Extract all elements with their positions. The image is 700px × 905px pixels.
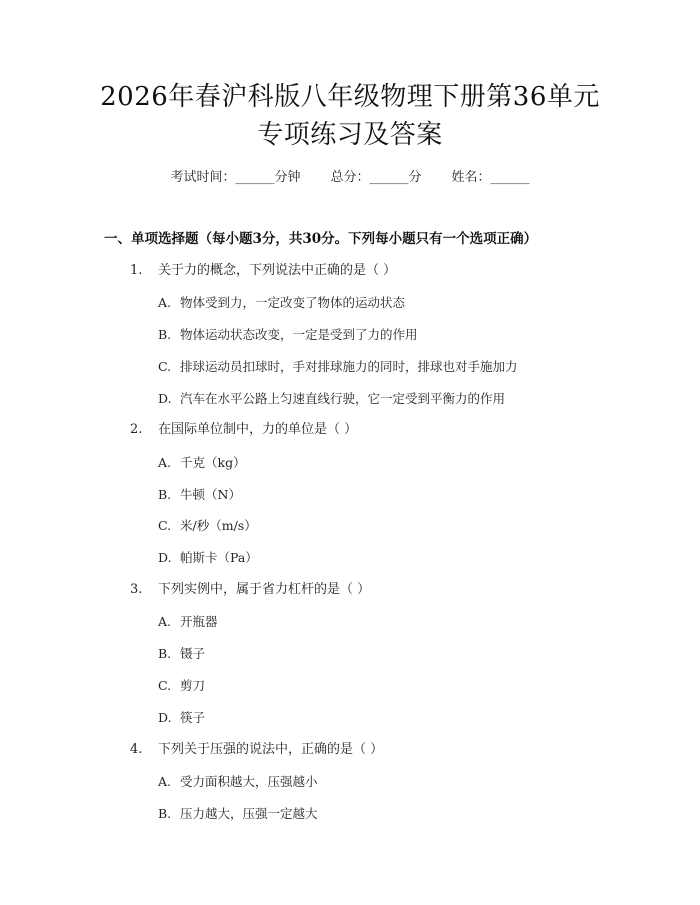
option-letter: A. bbox=[158, 455, 172, 470]
option-letter: D. bbox=[158, 391, 172, 406]
option-text: 开瓶器 bbox=[180, 614, 218, 629]
option-text: 物体受到力，一定改变了物体的运动状态 bbox=[180, 295, 406, 310]
option-letter: C. bbox=[158, 518, 172, 533]
document-title-line1: 2026年春沪科版八年级物理下册第36单元 bbox=[100, 82, 600, 112]
option-letter: A. bbox=[158, 774, 172, 789]
option-letter: A. bbox=[158, 295, 172, 310]
option-text: 帕斯卡（Pa） bbox=[180, 550, 258, 565]
document-title-line2: 专项练习及答案 bbox=[257, 120, 443, 150]
section-heading: 一、单项选择题（每小题3分，共30分。下列每小题只有一个选项正确） bbox=[104, 231, 538, 247]
option-text: 牛顿（N） bbox=[180, 487, 241, 502]
option-letter: C. bbox=[158, 359, 172, 374]
option-text: 剪刀 bbox=[180, 678, 206, 693]
option-text: 排球运动员扣球时，手对排球施力的同时，排球也对手施加力 bbox=[180, 359, 518, 374]
question-3 bbox=[130, 580, 370, 600]
question-4-option-a bbox=[158, 772, 318, 792]
question-text: 在国际单位制中，力的单位是（ ） bbox=[158, 422, 358, 437]
question-2-option-c bbox=[158, 516, 257, 536]
question-3-option-d bbox=[158, 708, 205, 728]
option-letter: D. bbox=[158, 710, 172, 725]
question-3-option-c bbox=[158, 676, 205, 696]
exam-time-field: 考试时间：______分钟 bbox=[170, 170, 301, 185]
question-number: 1. bbox=[130, 263, 143, 278]
question-number: 3. bbox=[130, 582, 143, 597]
question-text: 下列关于压强的说法中，正确的是（ ） bbox=[158, 742, 384, 757]
option-text: 受力面积越大，压强越小 bbox=[180, 774, 318, 789]
student-name-field: 姓名：______ bbox=[451, 170, 530, 185]
question-1-option-c bbox=[158, 357, 518, 377]
question-1-option-d bbox=[158, 389, 505, 409]
option-letter: D. bbox=[158, 550, 172, 565]
question-4 bbox=[130, 740, 383, 760]
question-number: 4. bbox=[130, 742, 143, 757]
total-score-field: 总分：______分 bbox=[330, 170, 422, 185]
option-text: 米/秒（m/s） bbox=[180, 518, 257, 533]
option-text: 汽车在水平公路上匀速直线行驶，它一定受到平衡力的作用 bbox=[180, 391, 506, 406]
question-2-option-a bbox=[158, 453, 246, 473]
question-2-option-b bbox=[158, 485, 241, 505]
question-2-option-d bbox=[158, 548, 258, 568]
option-letter: A. bbox=[158, 614, 172, 629]
question-1-option-b bbox=[158, 325, 418, 345]
question-3-option-a bbox=[158, 612, 218, 632]
question-text: 下列实例中，属于省力杠杆的是（ ） bbox=[158, 582, 371, 597]
exam-info-row bbox=[0, 169, 700, 187]
option-letter: B. bbox=[158, 646, 172, 661]
option-text: 千克（kg） bbox=[180, 455, 246, 470]
question-3-option-b bbox=[158, 644, 205, 664]
option-letter: B. bbox=[158, 487, 172, 502]
option-text: 筷子 bbox=[180, 710, 206, 725]
option-text: 镊子 bbox=[180, 646, 206, 661]
option-letter: B. bbox=[158, 806, 172, 821]
option-letter: B. bbox=[158, 327, 172, 342]
question-text: 关于力的概念，下列说法中正确的是（ ） bbox=[158, 263, 397, 278]
question-4-option-b bbox=[158, 804, 318, 824]
option-text: 物体运动状态改变，一定是受到了力的作用 bbox=[180, 327, 418, 342]
option-letter: C. bbox=[158, 678, 172, 693]
question-2 bbox=[130, 420, 357, 440]
question-1 bbox=[130, 261, 396, 281]
question-1-option-a bbox=[158, 293, 405, 313]
question-number: 2. bbox=[130, 422, 143, 437]
option-text: 压力越大，压强一定越大 bbox=[180, 806, 318, 821]
